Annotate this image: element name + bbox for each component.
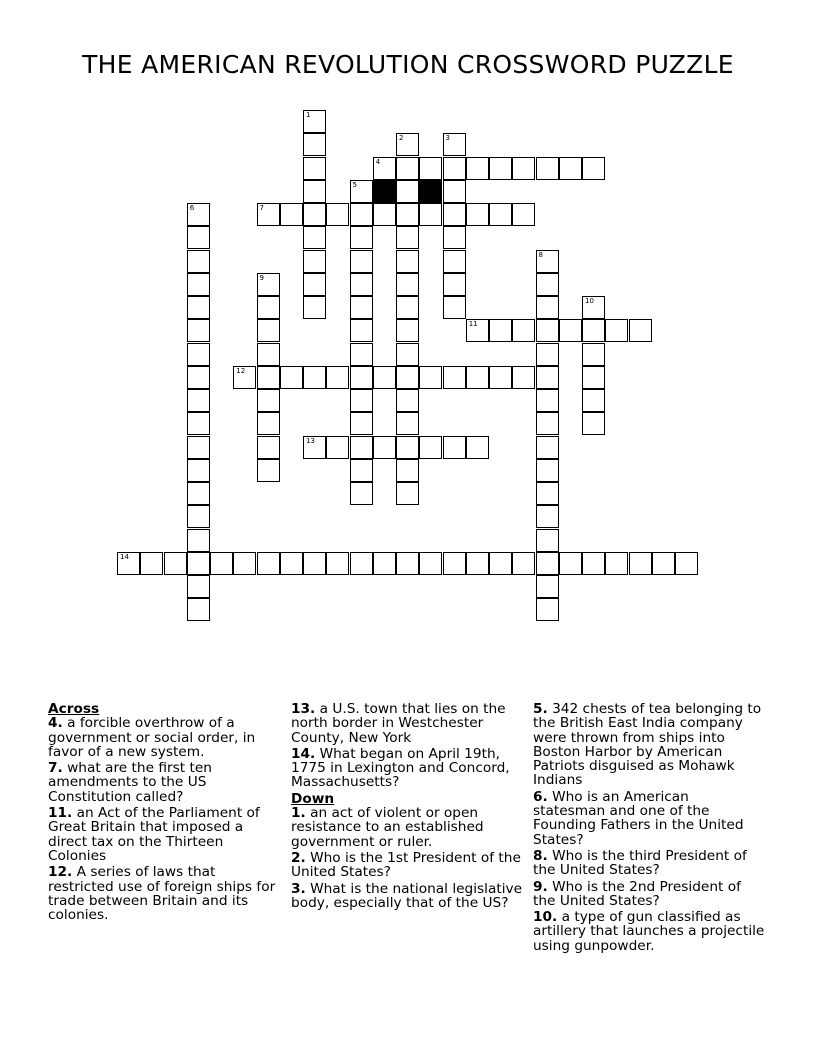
grid-cell[interactable]: [443, 180, 466, 203]
clue-number: 5.: [533, 701, 548, 717]
grid-cell[interactable]: [350, 203, 373, 226]
grid-cell[interactable]: [257, 552, 280, 575]
grid-cell[interactable]: [466, 203, 489, 226]
grid-cell[interactable]: [396, 203, 419, 226]
grid-cell[interactable]: [582, 319, 605, 342]
clue-number: 2.: [291, 849, 306, 866]
grid-cell[interactable]: [536, 319, 559, 342]
grid-cell[interactable]: [257, 343, 280, 366]
grid-cell[interactable]: [512, 203, 535, 226]
grid-cell[interactable]: [466, 436, 489, 459]
clue-number: 7.: [48, 760, 63, 777]
grid-cell[interactable]: [396, 482, 419, 505]
grid-cell[interactable]: [466, 157, 489, 180]
grid-cell[interactable]: [350, 296, 373, 319]
grid-cell[interactable]: [303, 226, 326, 249]
grid-cell[interactable]: [373, 436, 396, 459]
grid-cell[interactable]: [303, 157, 326, 180]
grid-cell-blocked: [419, 180, 442, 203]
grid-cell[interactable]: [443, 436, 466, 459]
grid-cell[interactable]: [303, 250, 326, 273]
grid-cell[interactable]: [443, 250, 466, 273]
grid-cell[interactable]: [257, 273, 280, 296]
grid-cell[interactable]: [419, 552, 442, 575]
grid-cell[interactable]: [536, 575, 559, 598]
grid-cell[interactable]: [326, 203, 349, 226]
grid-cell[interactable]: [443, 157, 466, 180]
clue: [533, 880, 765, 909]
clue: [291, 747, 523, 790]
grid-cell[interactable]: [582, 343, 605, 366]
grid-cell[interactable]: [187, 273, 210, 296]
grid-cell[interactable]: [443, 296, 466, 319]
grid-cell[interactable]: [396, 389, 419, 412]
grid-cell[interactable]: [443, 203, 466, 226]
grid-cell[interactable]: [536, 412, 559, 435]
grid-cell[interactable]: [466, 552, 489, 575]
grid-cell[interactable]: [512, 319, 535, 342]
grid-cell[interactable]: [350, 482, 373, 505]
grid-cell[interactable]: [187, 459, 210, 482]
grid-cell[interactable]: [257, 296, 280, 319]
grid-cell[interactable]: [350, 366, 373, 389]
grid-cell[interactable]: [489, 203, 512, 226]
grid-cell[interactable]: [396, 412, 419, 435]
clue-text: Who is the third President of the United States?: [533, 847, 747, 879]
grid-cell[interactable]: [396, 180, 419, 203]
grid-cell[interactable]: [187, 412, 210, 435]
grid-cell[interactable]: [396, 250, 419, 273]
grid-cell[interactable]: [536, 436, 559, 459]
grid-cell-blocked: [373, 180, 396, 203]
grid-cell[interactable]: [210, 552, 233, 575]
grid-cell[interactable]: [350, 389, 373, 412]
clue-text: Who is the 1st President of the United States?: [291, 849, 521, 881]
grid-cell[interactable]: [443, 552, 466, 575]
grid-cell[interactable]: [187, 529, 210, 552]
grid-cell[interactable]: [350, 343, 373, 366]
clue: [291, 851, 523, 880]
clue-text: an Act of the Parliament of Great Britain that imposed a direct tax on the Thirteen Colonies: [48, 805, 260, 864]
grid-cell[interactable]: [187, 598, 210, 621]
grid-cell[interactable]: [373, 157, 396, 180]
grid-cell[interactable]: [582, 552, 605, 575]
clue-text: what are the first ten amendments to the US Constitution called?: [48, 760, 212, 805]
grid-cell[interactable]: [536, 250, 559, 273]
clue-number: 2: [399, 134, 404, 143]
grid-cell[interactable]: [280, 366, 303, 389]
grid-cell[interactable]: [257, 366, 280, 389]
grid-cell[interactable]: [652, 552, 675, 575]
clue: [48, 806, 280, 863]
clue-number: 10.: [533, 909, 558, 926]
clue-number: 1.: [291, 805, 306, 822]
clue-number: 8.: [533, 847, 548, 864]
clue-number: 14.: [291, 745, 316, 762]
clue-number: 11.: [48, 805, 73, 822]
clue-number: 14: [120, 552, 129, 561]
clue-number: 3.: [291, 880, 306, 897]
grid-cell[interactable]: [164, 552, 187, 575]
grid-cell[interactable]: [233, 366, 256, 389]
grid-cell[interactable]: [629, 319, 652, 342]
clue-number: 10: [585, 297, 594, 305]
clue-text: What is the national legislative body, especially that of the US?: [291, 880, 523, 911]
clue-number: 13: [306, 436, 315, 445]
grid-cell[interactable]: [303, 273, 326, 296]
clue: [48, 761, 280, 804]
grid-cell[interactable]: [373, 552, 396, 575]
clue-number: 4: [375, 157, 381, 166]
grid-cell[interactable]: [257, 412, 280, 435]
across-heading: Across: [48, 701, 100, 717]
grid-cell[interactable]: [443, 366, 466, 389]
clue-number: 9.: [533, 878, 548, 895]
grid-cell[interactable]: [466, 366, 489, 389]
grid-cell[interactable]: [117, 552, 140, 575]
grid-cell[interactable]: [303, 552, 326, 575]
grid-cell[interactable]: [512, 552, 535, 575]
grid-cell[interactable]: [443, 273, 466, 296]
clue-number: 6.: [533, 788, 548, 805]
grid-cell[interactable]: [396, 552, 419, 575]
grid-cell[interactable]: [303, 180, 326, 203]
grid-cell[interactable]: [396, 157, 419, 180]
grid-cell[interactable]: [326, 436, 349, 459]
clue-column-3: [533, 702, 765, 955]
clue: [48, 716, 280, 759]
grid-cell[interactable]: [396, 319, 419, 342]
grid-cell[interactable]: [350, 273, 373, 296]
grid-cell[interactable]: [536, 273, 559, 296]
clue-text: a U.S. town that lies on the north border in Westchester County, New York: [291, 701, 506, 746]
clue-text: Who is the 2nd President of the United States?: [533, 878, 741, 909]
clue-number: 12: [236, 366, 246, 375]
clue: [48, 865, 280, 922]
grid-cell[interactable]: [489, 366, 512, 389]
grid-cell[interactable]: [280, 552, 303, 575]
grid-cell[interactable]: [233, 552, 256, 575]
clue-column-2: [291, 702, 523, 912]
grid-cell[interactable]: [303, 203, 326, 226]
grid-cell[interactable]: [443, 133, 466, 156]
grid-cell[interactable]: [396, 133, 419, 156]
grid-cell[interactable]: [396, 436, 419, 459]
grid-cell[interactable]: [257, 459, 280, 482]
grid-cell[interactable]: [605, 319, 628, 342]
grid-cell[interactable]: [605, 552, 628, 575]
grid-cell[interactable]: [396, 366, 419, 389]
grid-cell[interactable]: [187, 226, 210, 249]
clue-text: an act of violent or open resistance to an established government or ruler.: [291, 805, 484, 850]
grid-cell[interactable]: [582, 366, 605, 389]
clue-text: a type of gun classified as artillery that launches a projectile using gunpowder.: [533, 909, 765, 954]
grid-cell[interactable]: [536, 505, 559, 528]
grid-cell[interactable]: [257, 319, 280, 342]
clue-number: 1: [306, 111, 311, 119]
grid-cell[interactable]: [140, 552, 163, 575]
grid-cell[interactable]: [419, 203, 442, 226]
clue: [533, 790, 765, 847]
grid-cell[interactable]: [350, 436, 373, 459]
clue-number: 3: [445, 134, 450, 143]
grid-cell[interactable]: [350, 552, 373, 575]
clue-number: 6: [189, 204, 195, 212]
grid-cell[interactable]: [443, 226, 466, 249]
grid-cell[interactable]: [489, 157, 512, 180]
clue-number: 5: [352, 180, 357, 189]
clue-text: What began on April 19th, 1775 in Lexington and Concord, Massachusetts?: [291, 745, 510, 791]
grid-cell[interactable]: [257, 436, 280, 459]
grid-cell[interactable]: [257, 203, 280, 226]
clue: [291, 702, 523, 745]
grid-cell[interactable]: [187, 203, 210, 226]
grid-cell[interactable]: [303, 366, 326, 389]
grid-cell[interactable]: [536, 459, 559, 482]
clue-number: 13.: [291, 701, 316, 717]
puzzle-title: THE AMERICAN REVOLUTION CROSSWORD PUZZLE: [82, 50, 734, 79]
clue-text: A series of laws that restricted use of foreign ships for trade between Britain and its colonies.: [48, 864, 276, 924]
grid-cell[interactable]: [419, 157, 442, 180]
grid-cell[interactable]: [629, 552, 652, 575]
grid-cell[interactable]: [536, 157, 559, 180]
grid-cell[interactable]: [536, 552, 559, 575]
grid-cell[interactable]: [536, 598, 559, 621]
grid-cell[interactable]: [187, 436, 210, 459]
clue-number: 9: [259, 273, 264, 282]
grid-cell[interactable]: [303, 110, 326, 133]
clue-column-1: [48, 702, 280, 924]
grid-cell[interactable]: [373, 366, 396, 389]
grid-cell[interactable]: [187, 505, 210, 528]
grid-cell[interactable]: [187, 296, 210, 319]
grid-cell[interactable]: [536, 366, 559, 389]
grid-cell[interactable]: [489, 319, 512, 342]
grid-cell[interactable]: [187, 250, 210, 273]
clue: [533, 849, 765, 878]
grid-cell[interactable]: [373, 203, 396, 226]
grid-cell[interactable]: [303, 436, 326, 459]
grid-cell[interactable]: [466, 319, 489, 342]
grid-cell[interactable]: [350, 459, 373, 482]
clue-number: 8: [538, 250, 543, 259]
grid-cell[interactable]: [187, 319, 210, 342]
clue-number: 7: [259, 204, 264, 212]
grid-cell[interactable]: [419, 436, 442, 459]
clue-text: a forcible overthrow of a government or social order, in favor of a new system.: [48, 715, 256, 760]
grid-cell[interactable]: [187, 575, 210, 598]
clue-number: 12.: [48, 864, 73, 881]
grid-cell[interactable]: [582, 296, 605, 319]
grid-cell[interactable]: [675, 552, 698, 575]
grid-cell[interactable]: [187, 389, 210, 412]
grid-cell[interactable]: [582, 412, 605, 435]
grid-cell[interactable]: [396, 226, 419, 249]
grid-cell[interactable]: [303, 296, 326, 319]
grid-cell[interactable]: [187, 552, 210, 575]
grid-cell[interactable]: [419, 366, 442, 389]
grid-cell[interactable]: [350, 412, 373, 435]
grid-cell[interactable]: [536, 296, 559, 319]
grid-cell[interactable]: [350, 319, 373, 342]
grid-cell[interactable]: [350, 226, 373, 249]
grid-cell[interactable]: [536, 389, 559, 412]
grid-cell[interactable]: [489, 552, 512, 575]
grid-cell[interactable]: [536, 482, 559, 505]
grid-cell[interactable]: [187, 343, 210, 366]
clue-text: 342 chests of tea belonging to the British East India company were thrown from ships into Boston Harbor by American Patriots disguised as Mohawk Indians: [533, 701, 762, 789]
grid-cell[interactable]: [326, 366, 349, 389]
grid-cell[interactable]: [326, 552, 349, 575]
down-heading: Down: [291, 790, 335, 807]
grid-cell[interactable]: [350, 180, 373, 203]
grid-cell[interactable]: [257, 389, 280, 412]
grid-cell[interactable]: [280, 203, 303, 226]
grid-cell[interactable]: [536, 529, 559, 552]
clue-text: Who is an American statesman and one of the Founding Fathers in the United States?: [533, 788, 744, 848]
clue: [533, 702, 765, 788]
grid-cell[interactable]: [187, 482, 210, 505]
grid-cell[interactable]: [350, 250, 373, 273]
grid-cell[interactable]: [582, 389, 605, 412]
clue: [291, 882, 523, 911]
grid-cell[interactable]: [512, 157, 535, 180]
grid-cell[interactable]: [303, 133, 326, 156]
grid-cell[interactable]: [396, 296, 419, 319]
grid-cell[interactable]: [396, 273, 419, 296]
grid-cell[interactable]: [396, 343, 419, 366]
grid-cell[interactable]: [559, 157, 582, 180]
grid-cell[interactable]: [559, 319, 582, 342]
grid-cell[interactable]: [559, 552, 582, 575]
grid-cell[interactable]: [582, 157, 605, 180]
grid-cell[interactable]: [512, 366, 535, 389]
grid-cell[interactable]: [187, 366, 210, 389]
grid-cell[interactable]: [536, 343, 559, 366]
clue-number: 11: [468, 320, 478, 329]
clue: [291, 806, 523, 849]
clue: [533, 910, 765, 953]
clue-number: 4.: [48, 715, 63, 732]
grid-cell[interactable]: [396, 459, 419, 482]
